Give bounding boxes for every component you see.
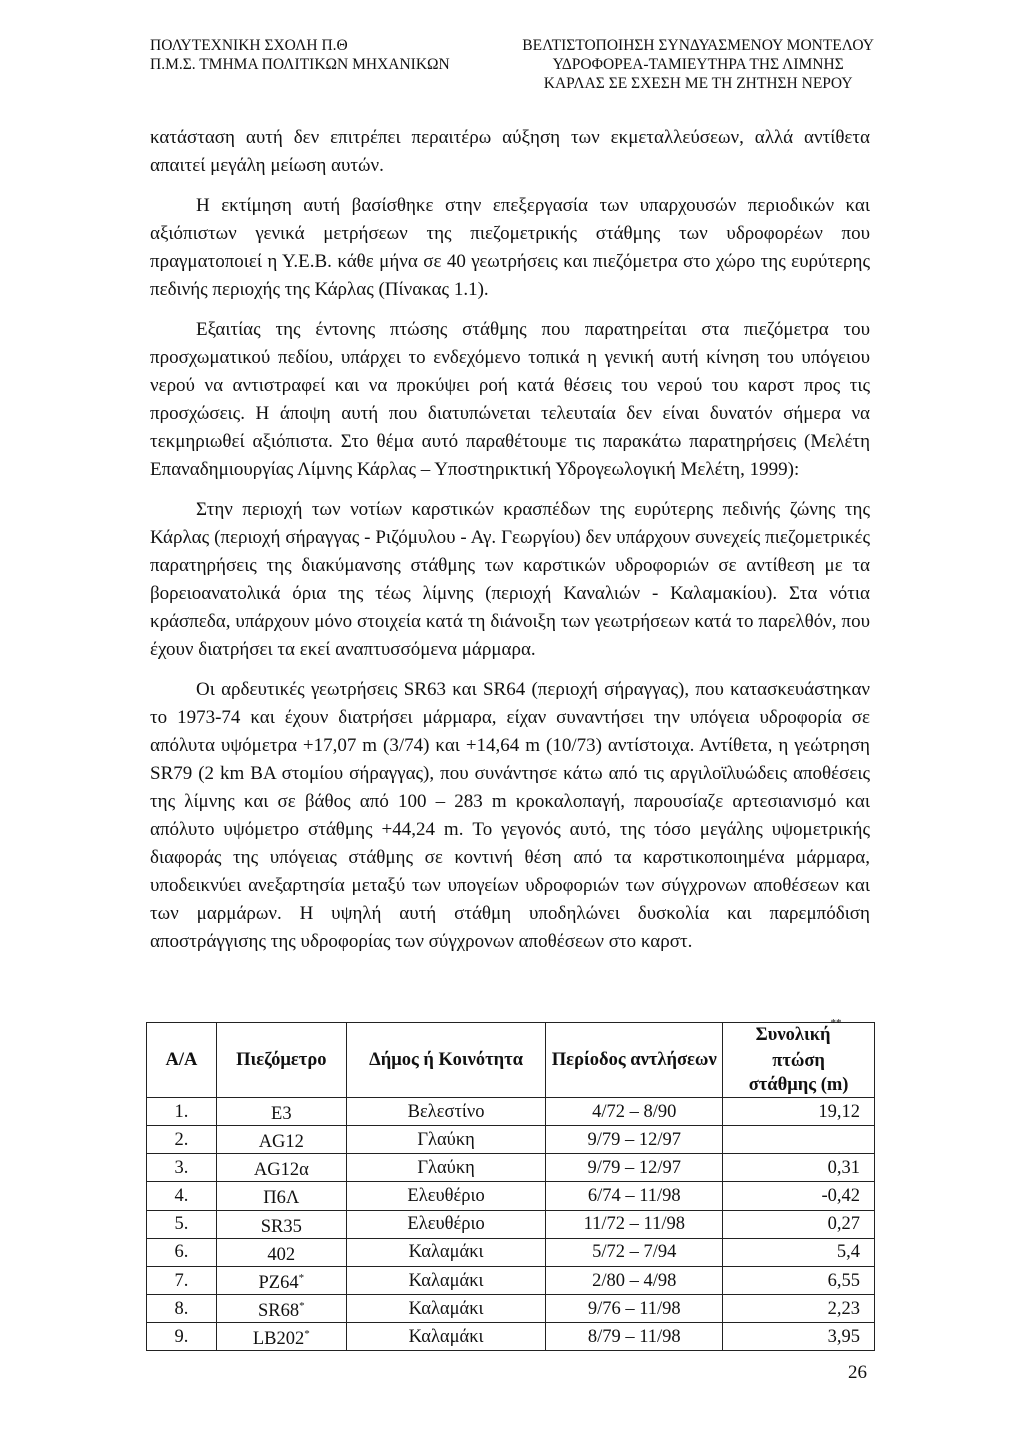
paragraph: Στην περιοχή των νοτίων καρστικών κρασπέδων της ευρύτερης πεδινής ζώνης της Κάρλας (περιοχή σήραγγας - Ριζόμυλου - Αγ. Γεωργίου) δεν υπάρχουν συνεχείς πιεζομετρικές παρατηρήσεις της διακύμανσης στάθμης των καρστικών υδροφοριών σε αντίθεση με τα βορειοανατολικά όρια της τέως λίμνης (περιοχή Καναλιών - Καλαμακίου). Στα νότια κράσπεδα, υπάρχουν μόνο στοιχεία κατά τη διάνοιξη των γεωτρήσεων κατά το παρελθόν, που έχουν διατρήσει τα εκεί αναπτυσσόμενα μάρμαρα. [150,499,870,660]
cell-drop: 3,95 [723,1323,875,1351]
cell-aa: 6. [147,1238,217,1266]
cell-drop: 0,31 [723,1154,875,1182]
paragraph: Η εκτίμηση αυτή βασίσθηκε στην επεξεργασία των υπαρχουσών περιοδικών και αξιόπιστων γενικά μετρήσεων της πιεζομετρικής στάθμης των υδροφορέων που πραγματοποιεί η Υ.Ε.Β. κάθε μήνα σε 40 γεωτρήσεις και πιεζόμετρα στο χώρο της ευρύτερης πεδινής περιοχής της Κάρλας (Πίνακας 1.1). [150,195,870,300]
header-municipality: Δήμος ή Κοινότητα [346,1023,546,1098]
header-pumping-period: Περίοδος αντλήσεων [546,1023,723,1098]
header-total-drop-l3: στάθμης (m) [748,1075,849,1095]
cell-period: 4/72 – 8/90 [546,1098,723,1126]
cell-municipality: Καλαμάκι [346,1295,546,1323]
table-row [147,1098,875,1126]
cell-period: 5/72 – 7/94 [546,1238,723,1266]
cell-municipality: Γλαύκη [346,1126,546,1154]
cell-aa: 3. [147,1154,217,1182]
cell-piezometer: 402 [216,1238,346,1266]
cell-drop: 19,12 [723,1098,875,1126]
cell-piezometer: PZ64* [216,1266,346,1294]
header-left-line2: Π.Μ.Σ. ΤΜΗΜΑ ΠΟΛΙΤΙΚΩΝ ΜΗΧΑΝΙΚΩΝ [150,56,450,73]
table-row [147,1295,875,1323]
cell-piezometer: SR35 [216,1210,346,1238]
table-row [147,1126,875,1154]
table-row [147,1323,875,1351]
cell-piezometer: AG12α [216,1154,346,1182]
cell-aa: 4. [147,1182,217,1210]
cell-aa: 5. [147,1210,217,1238]
cell-aa: 8. [147,1295,217,1323]
header-aa: Α/Α [147,1023,217,1098]
cell-piezometer: AG12 [216,1126,346,1154]
header-right-line2: ΥΔΡΟΦΟΡΕΑ-ΤΑΜΙΕΥΤΗΡΑ ΤΗΣ ΛΙΜΝΗΣ [552,56,844,73]
cell-municipality: Βελεστίνο [346,1098,546,1126]
cell-drop: 0,27 [723,1210,875,1238]
header-left [150,36,450,74]
header-total-drop [723,1017,875,1098]
cell-municipality: Ελευθέριο [346,1210,546,1238]
header-right [522,36,874,93]
table-row [147,1182,875,1210]
cell-period: 2/80 – 4/98 [546,1266,723,1294]
cell-period: 9/79 – 12/97 [546,1154,723,1182]
cell-period: 6/74 – 11/98 [546,1182,723,1210]
cell-municipality: Γλαύκη [346,1154,546,1182]
cell-period: 8/79 – 11/98 [546,1323,723,1351]
cell-piezometer: Ε3 [216,1098,346,1126]
header-total-drop-l2: πτώση [772,1051,825,1071]
cell-drop: 2,23 [723,1295,875,1323]
header-left-line1: ΠΟΛΥΤΕΧΝΙΚΗ ΣΧΟΛΗ Π.Θ [150,37,348,54]
cell-period: 9/76 – 11/98 [546,1295,723,1323]
paragraph: κατάσταση αυτή δεν επιτρέπει περαιτέρω αύξηση των εκμεταλλεύσεων, αλλά αντίθετα απαιτεί μεγάλη μείωση αυτών. [150,127,870,176]
cell-period: 11/72 – 11/98 [546,1210,723,1238]
piezometer-table [146,1017,875,1351]
header-piezometer: Πιεζόμετρο [216,1023,346,1098]
cell-aa: 9. [147,1323,217,1351]
header-footnote-mark: ** [830,1017,842,1029]
table-row [147,1266,875,1294]
cell-period: 9/79 – 12/97 [546,1126,723,1154]
table-row [147,1210,875,1238]
cell-piezometer: LB202* [216,1323,346,1351]
table-row [147,1238,875,1266]
cell-piezometer: Π6Λ [216,1182,346,1210]
cell-municipality: Καλαμάκι [346,1323,546,1351]
cell-aa: 1. [147,1098,217,1126]
cell-aa: 2. [147,1126,217,1154]
cell-drop: -0,42 [723,1182,875,1210]
table-row [147,1154,875,1182]
page-number: 26 [848,1362,867,1383]
cell-drop [723,1126,875,1154]
body-text [150,124,870,968]
table-header-row [147,1023,875,1098]
header-total-drop-l1: Συνολική [755,1025,831,1045]
cell-aa: 7. [147,1266,217,1294]
cell-municipality: Καλαμάκι [346,1238,546,1266]
paragraph: Εξαιτίας της έντονης πτώσης στάθμης που παρατηρείται στα πιεζόμετρα του προσχωματικού πεδίου, υπάρχει το ενδεχόμενο τοπικά η γενική αυτή κίνηση του υπόγειου νερού να αντιστραφεί και να προκύψει ροή κατά θέσεις του νερού του καρστ προς τις προσχώσεις. Η άποψη αυτή που διατυπώνεται τελευταία δεν είναι δυνατόν σήμερα να τεκμηριωθεί αξιόπιστα. Στο θέμα αυτό παραθέτουμε τις παρακάτω παρατηρήσεις (Μελέτη Επαναδημιουργίας Λίμνης Κάρλας – Υποστηρικτική Υδρογεωλογική Μελέτη, 1999): [150,319,870,480]
header-right-line1: ΒΕΛΤΙΣΤΟΠΟΙΗΣΗ ΣΥΝΔΥΑΣΜΕΝΟΥ ΜΟΝΤΕΛΟΥ [522,37,874,54]
cell-drop: 6,55 [723,1266,875,1294]
cell-municipality: Ελευθέριο [346,1182,546,1210]
cell-piezometer: SR68* [216,1295,346,1323]
paragraph: Οι αρδευτικές γεωτρήσεις SR63 και SR64 (περιοχή σήραγγας), που κατασκευάστηκαν το 1973-74 και έχουν διατρήσει μάρμαρα, είχαν συναντήσει την υπόγεια υδροφορία σε απόλυτα υψόμετρα +17,07 m (3/74) και +14,64 m (10/73) αντίστοιχα. Αντίθετα, η γεώτρηση SR79 (2 km ΒΑ στομίου σήραγγας), που συνάντησε κάτω από τις αργιλοϊλυώδεις αποθέσεις της λίμνης και σε βάθος από 100 – 283 m κροκαλοπαγή, παρουσίαζε αρτεσιανισμό και απόλυτο υψόμετρο στάθμης +44,24 m. Το γεγονός αυτό, της τόσο μεγάλης υψομετρικής διαφοράς της υπόγειας στάθμης σε κοντινή θέση από τα καρστικοποιημένα μάρμαρα, υποδεικνύει ανεξαρτησία μεταξύ των υπογείων υδροφοριών των σύγχρονων αποθέσεων και των μαρμάρων. Η υψηλή αυτή στάθμη υποδηλώνει δυσκολία και παρεμπόδιση αποστράγγισης της υδροφορίας των σύγχρονων αποθέσεων στο καρστ. [150,679,870,952]
cell-municipality: Καλαμάκι [346,1266,546,1294]
header-right-line3: ΚΑΡΛΑΣ ΣΕ ΣΧΕΣΗ ΜΕ ΤΗ ΖΗΤΗΣΗ ΝΕΡΟΥ [543,75,853,92]
cell-drop: 5,4 [723,1238,875,1266]
